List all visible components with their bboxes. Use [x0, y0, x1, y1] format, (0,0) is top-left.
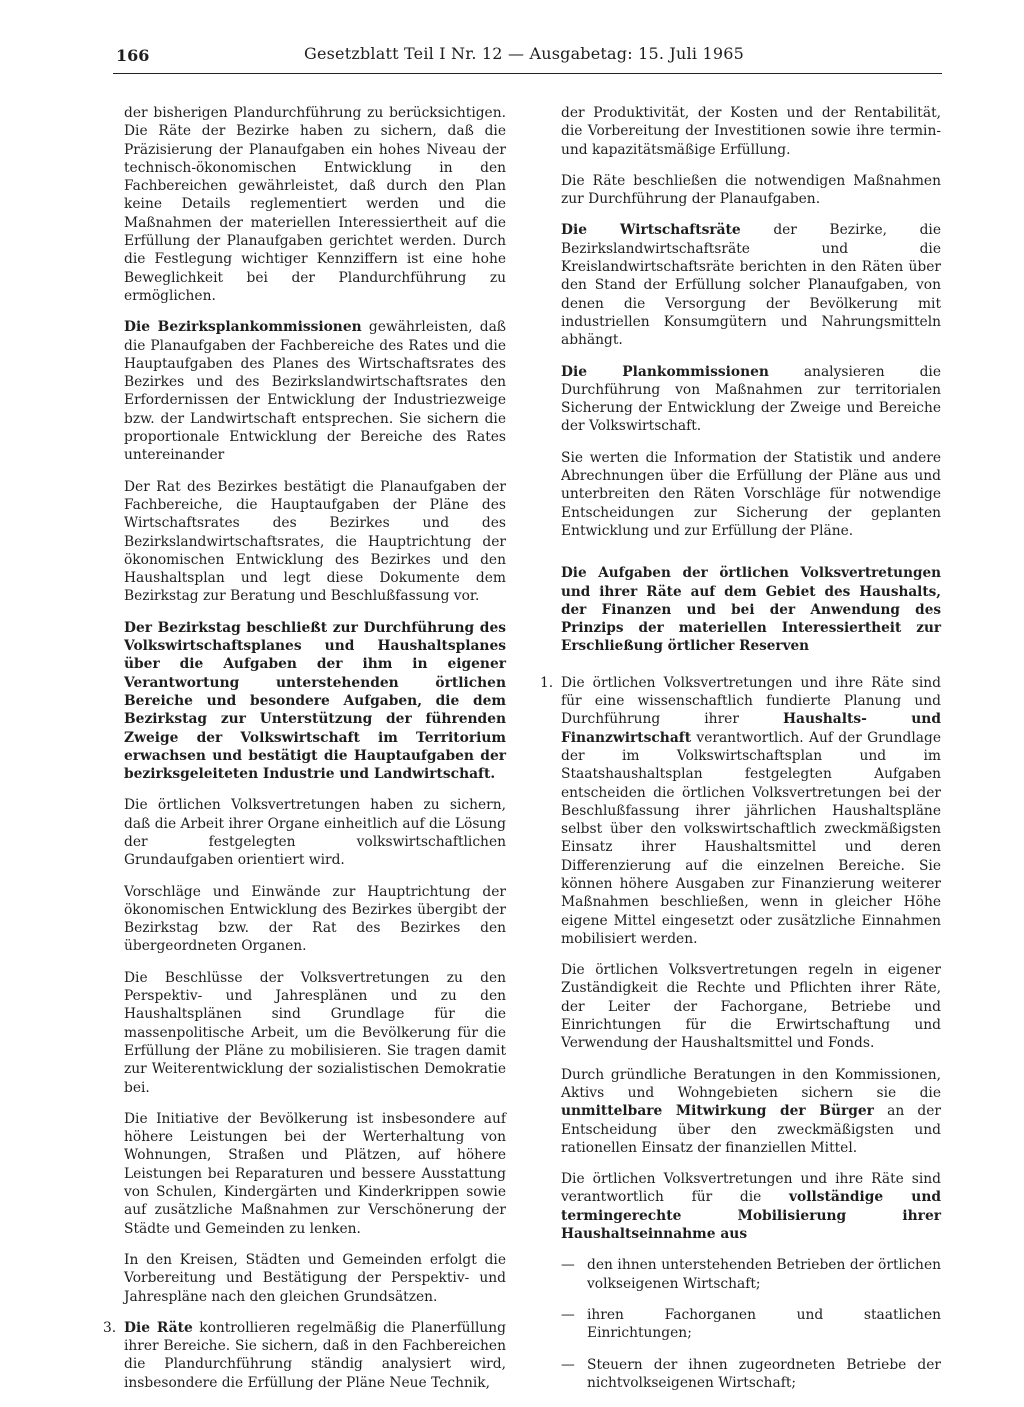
paragraph: Die Initiative der Bevölkerung ist insbesondere auf höhere Leistungen bei der Werterhaltung von Wohnungen, Straßen und Plätzen, auf höhere Leistungen bei Reparaturen und bessere Ausstattung von Schulen, Kindergärten und Kinderkrippen sowie auf zusätzliche Maßnahmen zur Verschönerung der Städte und Gemeinden zu lenken. [124, 1110, 506, 1237]
right-column [540, 104, 942, 1392]
item-number: 3. [103, 1319, 117, 1336]
section-heading: Die Aufgaben der örtlichen Volksvertretungen und ihrer Räte auf dem Gebiet des Haushalts, der Finanzen und bei der Anwendung des Prinzips der materiellen Interessiertheit zur Erschließung örtlicher Reserven [561, 565, 941, 655]
dash-list-item [561, 1306, 941, 1343]
paragraph-text: kontrollieren regelmäßig die Planerfüllung ihrer Bereiche. Sie sichern, daß in den Fachbereichen die Plandurchführung ständig analysiert wird, insbesondere die Erfüllung der Pläne Neue Technik, [124, 1319, 506, 1391]
dash-bullet: — [561, 1356, 575, 1373]
numbered-item-3 [103, 1319, 506, 1392]
paragraph: der bisherigen Plandurchführung zu berücksichtigen. Die Räte der Bezirke haben zu sichern, daß die Präzisierung der Planaufgaben ein hohes Niveau der technisch-ökonomischen Entwicklung in den Fachbereichen gewährleistet, daß durch den Plan keine Details reglementiert werden und die Maßnahmen der materiellen Interessiertheit auf die Erfüllung der Planaufgaben gerichtet werden. Durch die Festlegung wichtiger Kennziffern ist eine hohe Beweglichkeit bei der Plandurchführung zu ermöglichen. [124, 105, 506, 304]
dash-list-item [561, 1256, 941, 1293]
dash-bullet: — [561, 1257, 575, 1274]
paragraph: der Produktivität, der Kosten und der Rentabilität, die Vorbereitung der Investitionen sowie ihre termin- und kapazitätsmäßige Erfüllung. [561, 105, 941, 158]
paragraph: In den Kreisen, Städten und Gemeinden erfolgt die Vorbereitung und Bestätigung der Perspektiv- und Jahrespläne nach den gleichen Grundsätzen. [124, 1251, 506, 1305]
paragraph: Vorschläge und Einwände zur Hauptrichtung der ökonomischen Entwicklung des Bezirkes übergibt der Bezirkstag bzw. der Rat des Bezirkes den übergeordneten Organen. [124, 883, 506, 955]
item-number: 1. [540, 674, 554, 691]
paragraph: Die örtlichen Volksvertretungen haben zu sichern, daß die Arbeit ihrer Organe einheitlich auf die Lösung der festgelegten volkswirtschaftlichen Grundaufgaben orientiert wird. [124, 797, 506, 869]
list-item-text: Steuern der ihnen zugeordneten Betriebe der nichtvolkseigenen Wirtschaft; [587, 1356, 941, 1391]
paragraph: Die Räte beschließen die notwendigen Maßnahmen zur Durchführung der Planaufgaben. [561, 172, 941, 208]
paragraph [124, 318, 506, 464]
paragraph-text: verantwortlich. Auf der Grundlage der im Volkswirtschaftsplan und im Staatshaushaltsplan festgelegten Aufgaben entscheiden die örtlichen Volksvertretungen bei der Beschlußfassung ihrer jährlichen Haushaltspläne selbst über den volkswirtschaftlich zweckmäßigsten Einsatz ihrer Haushaltsmittel und deren Differenzierung auf die einzelnen Bereiche. Sie können höhere Ausgaben zur Finanzierung weiterer Maßnahmen beschließen, wenn in gleicher Höhe eigene Mittel eingesetzt oder zusätzliche Einnahmen mobilisiert werden. [561, 729, 941, 947]
dash-bullet: — [561, 1306, 575, 1323]
paragraph [561, 1170, 941, 1243]
page-number: 166 [116, 46, 150, 65]
paragraph: Die örtlichen Volksvertretungen regeln in eigener Zuständigkeit die Rechte und Pflichten ihrer Räte, der Leiter der Fachorgane, Betriebe und Einrichtungen für die Erwirtschaftung und Verwendung der Haushaltsmittel und Fonds. [561, 962, 941, 1052]
numbered-item-1 [540, 674, 941, 948]
left-column [103, 104, 507, 1392]
bold-paragraph: Der Bezirkstag beschließt zur Durchführung des Volkswirtschaftsplanes und Haushaltsplanes über die Aufgaben der ihm in eigener Verantwortung unterstehenden örtlichen Bereiche und besondere Aufgaben, die dem Bezirkstag zur Unterstützung der führenden Zweige der Volkswirtschaft im Territorium erwachsen und bestätigt die Hauptaufgaben der bezirksgeleiteten Industrie und Landwirtschaft. [124, 619, 506, 783]
bold-term: vollständige und termingerechte Mobilisierung ihrer Haushaltseinnahme aus [561, 1189, 941, 1243]
paragraph-text: Die örtlichen Volksvertretungen und ihre Räte sind verantwortlich für die [561, 1171, 941, 1206]
paragraph-text: Die örtlichen Volksvertretungen und ihre Räte sind für eine wissenschaftlich fundierte Planung und Durchführung ihrer [561, 674, 941, 728]
list-item-text: den ihnen unterstehenden Betrieben der örtlichen volkseigenen Wirtschaft; [587, 1257, 941, 1292]
bold-term: unmittelbare Mitwirkung der Bürger [561, 1103, 874, 1120]
paragraph: Die Beschlüsse der Volksvertretungen zu den Perspektiv- und Jahresplänen und zu den Haushaltsplänen sind Grundlage für die massenpolitische Arbeit, um die Bevölkerung für die Erfüllung der Pläne zu mobilisieren. Sie tragen damit zur Weiterentwicklung der sozialistischen Demokratie bei. [124, 969, 506, 1096]
bold-term: Die Wirtschaftsräte [561, 222, 741, 239]
paragraph-text: gewährleisten, daß die Planaufgaben der Fachbereiche des Rates und die Hauptaufgaben des Planes des Wirtschaftsrates des Bezirkes und des Bezirkslandwirtschaftsrates den Erfordernissen der Entwicklung der Industriezweige bzw. der Landwirtschaft entsprechen. Sie sichern die proportionale Entwicklung der Bereiche des Rates untereinander [124, 319, 507, 464]
paragraph: Sie werten die Information der Statistik und andere Abrechnungen über die Erfüllung der Pläne aus und unterbreiten den Räten Vorschläge für notwendige Entscheidungen zur Sicherung der geplanten Entwicklung und zur Erfüllung der Pläne. [561, 449, 941, 539]
bold-term: Die Plankommissionen [561, 363, 769, 380]
paragraph-text: an der Entscheidung über den zweckmäßigsten und rationellen Einsatz der finanziellen Mittel. [561, 1103, 941, 1156]
bold-term: Die Bezirksplankommissionen [124, 319, 362, 336]
paragraph [561, 221, 941, 349]
paragraph-text: der Bezirke, die Bezirkslandwirtschaftsräte und die Kreislandwirtschaftsräte berichten in den Räten über den Stand der Erfüllung solcher Planaufgaben, von denen die Versorgung der Bevölkerung mit industriellen Konsumgütern und Nahrungsmitteln abhängt. [561, 222, 942, 349]
header-rule [113, 73, 942, 74]
bold-term: Haushalts- und Finanzwirtschaft [561, 711, 941, 746]
paragraph-text: Durch gründliche Beratungen in den Kommissionen, Aktivs und Wohngebieten sichern sie die [561, 1066, 941, 1101]
paragraph [561, 363, 941, 436]
paragraph: Der Rat des Bezirkes bestätigt die Planaufgaben der Fachbereiche, die Hauptaufgaben der Pläne des Wirtschaftsrates des Bezirkes und des Bezirkslandwirtschaftsrates, die Hauptrichtung der ökonomischen Entwicklung des Bezirkes und den Haushaltsplan und legt diese Dokumente dem Bezirkstag zur Beratung und Beschlußfassung vor. [124, 478, 506, 605]
running-head: Gesetzblatt Teil I Nr. 12 — Ausgabetag: 15. Juli 1965 [304, 44, 744, 63]
paragraph-text: analysieren die Durchführung von Maßnahmen zur territorialen Sicherung der Entwicklung der Zweige und Bereiche der Volkswirtschaft. [561, 363, 941, 435]
bold-term: Die Räte [124, 1319, 193, 1336]
list-item-text: ihren Fachorganen und staatlichen Einrichtungen; [587, 1306, 941, 1342]
paragraph [561, 1066, 941, 1157]
dash-list-item [561, 1356, 941, 1393]
